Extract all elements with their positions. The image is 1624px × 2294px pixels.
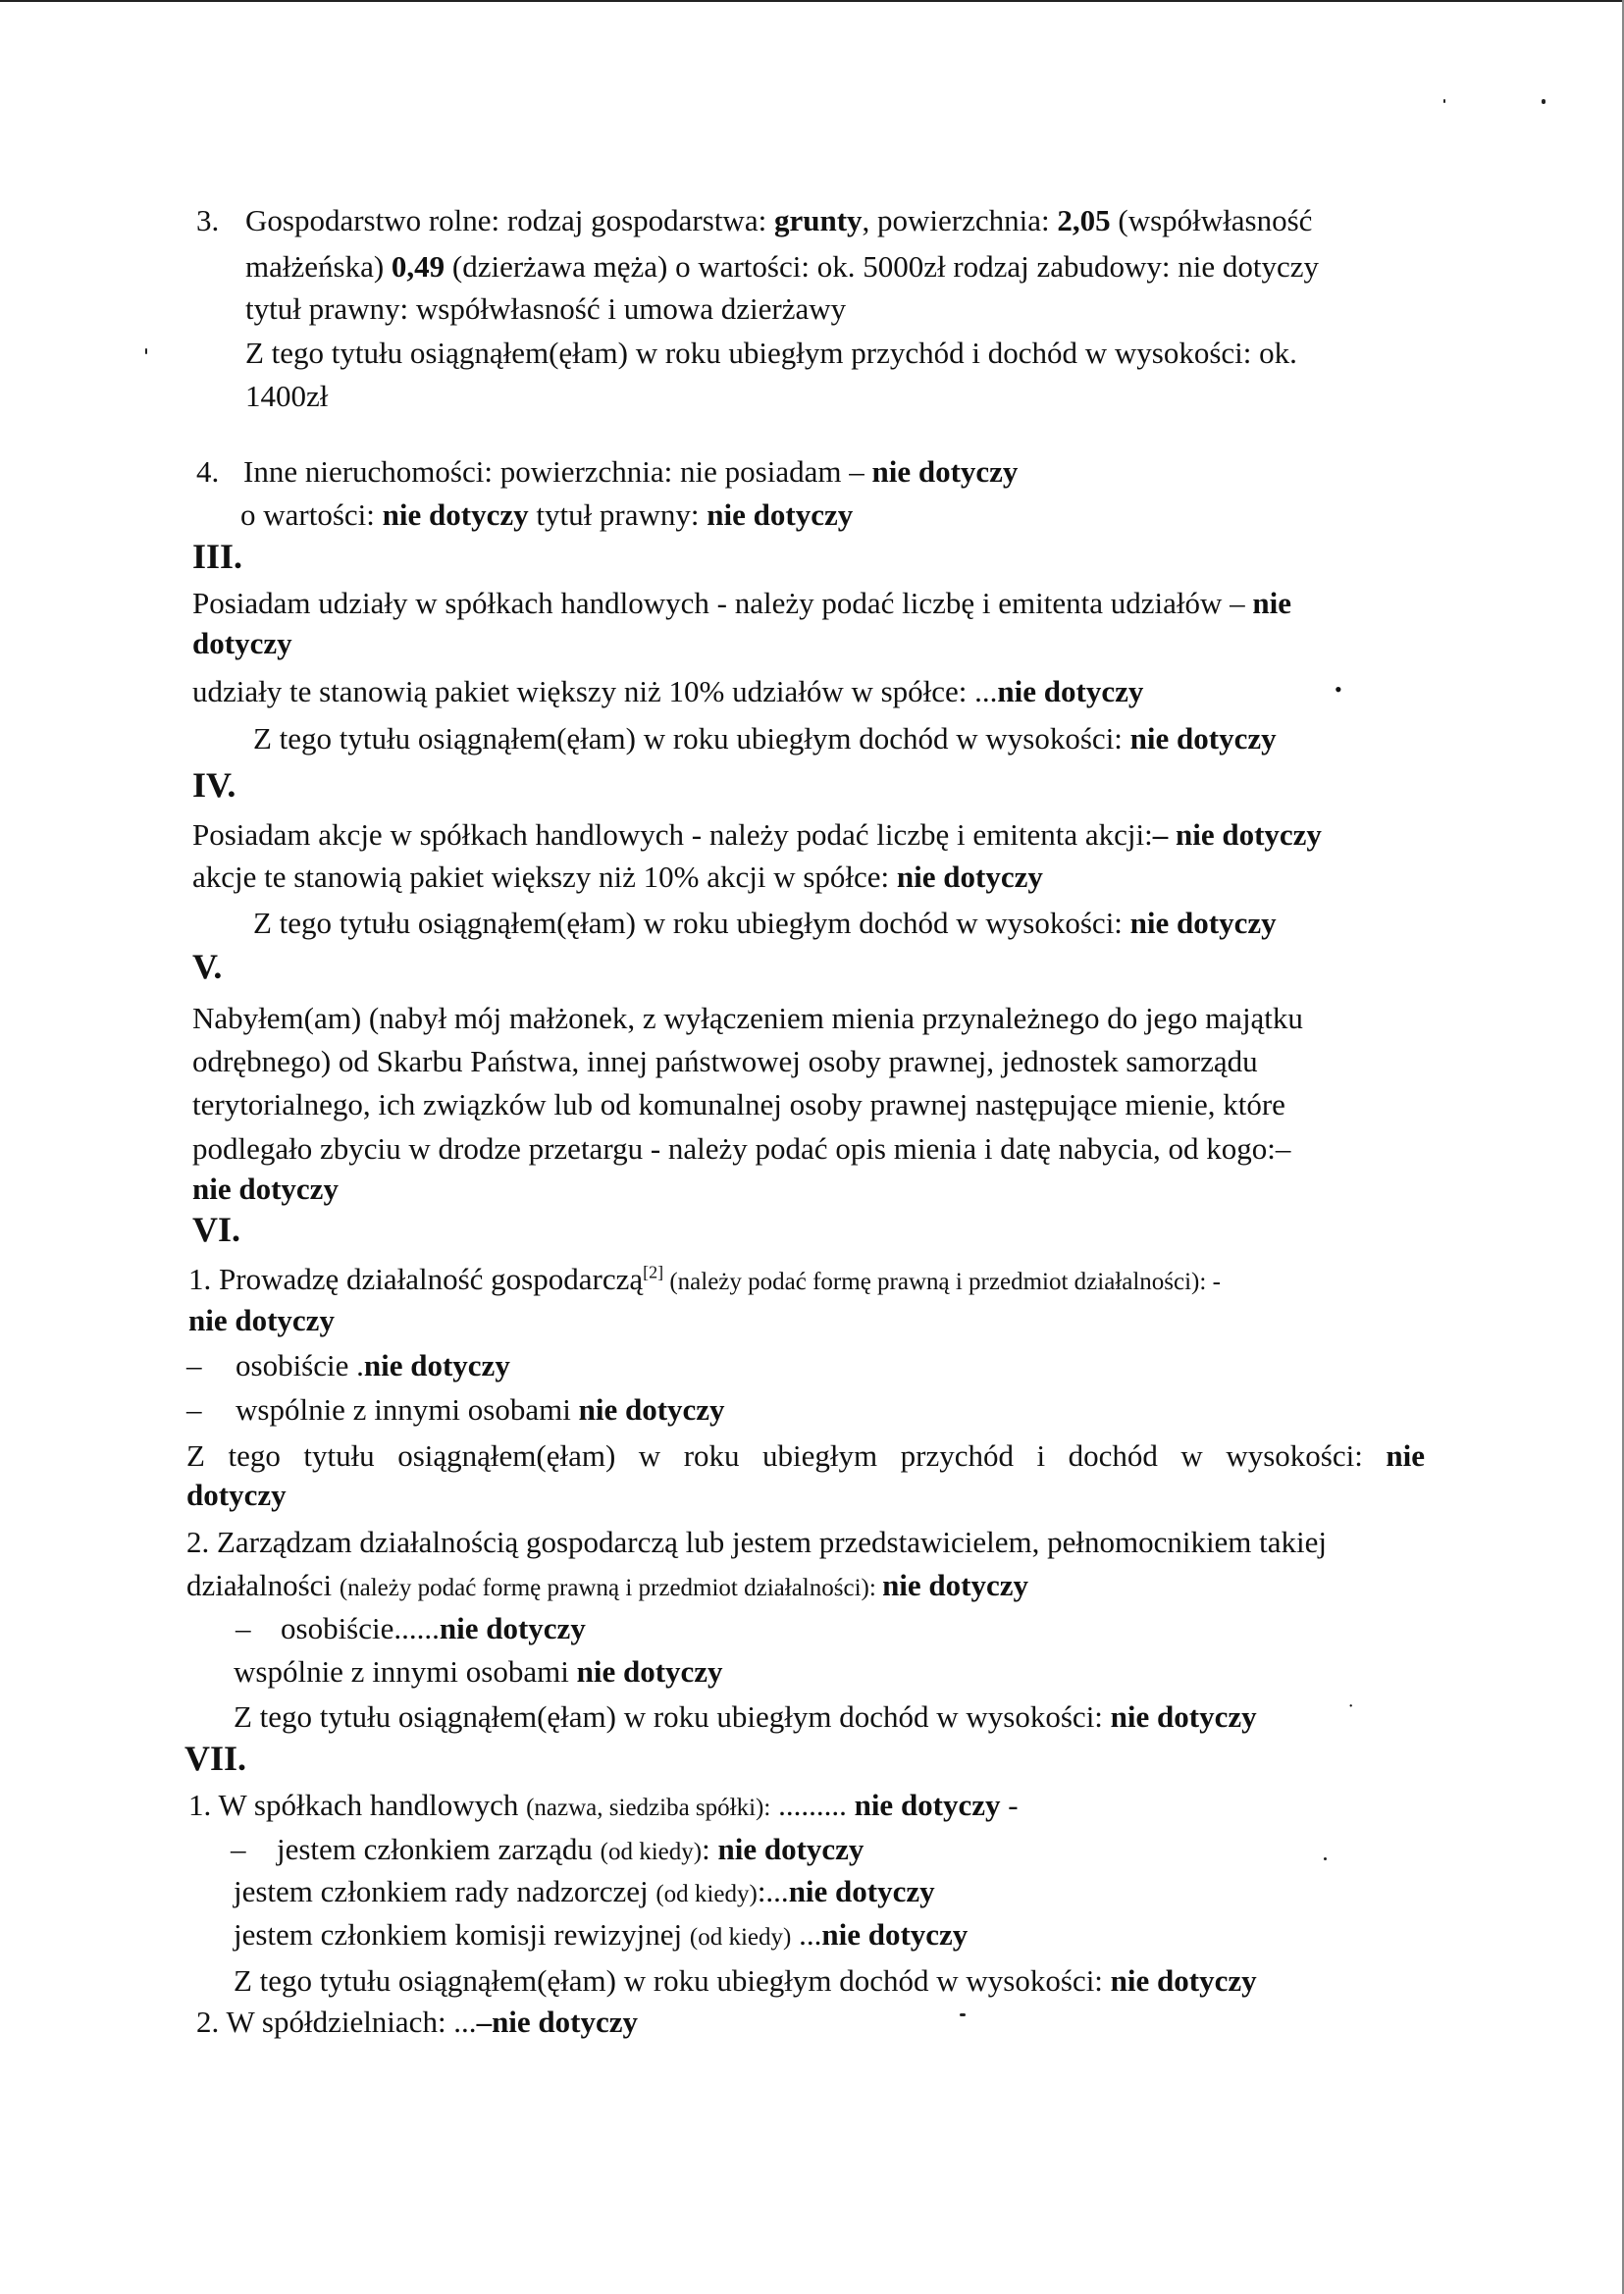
section-7-line-4: jestem członkiem komisji rewizyjnej (od kiedy) ...nie dotyczy <box>234 1917 969 1952</box>
item3-line-3: tytuł prawny: współwłasność i umowa dzierżawy <box>245 291 847 326</box>
section-4-heading: IV. <box>192 765 236 805</box>
item3-line-4: Z tego tytułu osiągnąłem(ęłam) w roku ubiegłym przychód i dochód w wysokości: ok. <box>245 336 1297 370</box>
section-3-line-4: Z tego tytułu osiągnąłem(ęłam) w roku ubiegłym dochód w wysokości: nie dotyczy <box>253 721 1277 756</box>
section-6-line-11: Z tego tytułu osiągnąłem(ęłam) w roku ubiegłym dochód w wysokości: nie dotyczy <box>234 1699 1257 1734</box>
item3-line-2: małżeńska) 0,49 (dzierżawa męża) o wartości: ok. 5000zł rodzaj zabudowy: nie dotyczy <box>245 249 1320 284</box>
section-6-line-9: osobiście......nie dotyczy <box>281 1611 586 1645</box>
section-5-heading: V. <box>192 947 223 986</box>
scan-speck <box>1443 99 1445 103</box>
item3-line-1: Gospodarstwo rolne: rodzaj gospodarstwa: grunty, powierzchnia: 2,05 (współwłasność <box>245 203 1313 237</box>
section-5-line-5: nie dotyczy <box>192 1172 339 1206</box>
item4-line-2: o wartości: nie dotyczy tytuł prawny: nie dotyczy <box>240 497 854 532</box>
section-7-line-1: 1. W spółkach handlowych (nazwa, siedziba spółki): ......... nie dotyczy - <box>188 1788 1019 1822</box>
section-5-line-2: odrębnego) od Skarbu Państwa, innej państwowej osoby prawnej, jednostek samorządu <box>192 1044 1258 1078</box>
section-3-line-1: Posiadam udziały w spółkach handlowych - należy podać liczbę i emitenta udziałów – nie <box>192 586 1291 620</box>
scan-speck <box>1542 99 1545 104</box>
section-3-line-2: dotyczy <box>192 626 292 660</box>
section-6-line-7: 2. Zarządzam działalnością gospodarczą lub jestem przedstawicielem, pełnomocnikiem takiej <box>186 1525 1328 1559</box>
section-6-heading: VI. <box>192 1210 241 1249</box>
section-6-dash-3: – <box>236 1611 251 1645</box>
item3-number: 3. <box>196 203 220 237</box>
scan-top-border <box>0 0 1624 2</box>
scan-speck <box>145 348 147 354</box>
section-6-dash-1: – <box>186 1348 202 1382</box>
section-7-line-3: jestem członkiem rady nadzorczej (od kiedy):...nie dotyczy <box>234 1874 935 1908</box>
scan-mark: ˙ <box>1347 1699 1355 1724</box>
section-4-line-3: Z tego tytułu osiągnąłem(ęłam) w roku ubiegłym dochód w wysokości: nie dotyczy <box>253 906 1277 940</box>
section-6-line-5: Z tego tytułu osiągnąłem(ęłam) w roku ubiegłym przychód i dochód w wysokości: nie <box>186 1438 1425 1473</box>
section-6-line-8: działalności (należy podać formę prawną i przedmiot działalności): nie dotyczy <box>186 1568 1029 1602</box>
item3-line-5: 1400zł <box>245 379 329 413</box>
section-5-line-4: podlegało zbyciu w drodze przetargu - należy podać opis mienia i datę nabycia, od kogo:– <box>192 1131 1291 1166</box>
item4-line-1: Inne nieruchomości: powierzchnia: nie posiadam – nie dotyczy <box>243 454 1019 489</box>
section-6-line-6: dotyczy <box>186 1478 287 1512</box>
section-7-line-6: 2. W spółdzielniach: ...–nie dotyczy <box>196 2005 639 2039</box>
section-3-line-3: udziały te stanowią pakiet większy niż 10% udziałów w spółce: ...nie dotyczy <box>192 674 1144 708</box>
section-6-dash-2: – <box>186 1392 202 1427</box>
section-7-dash-1: – <box>231 1832 246 1866</box>
section-6-line-10: wspólnie z innymi osobami nie dotyczy <box>234 1654 723 1689</box>
section-7-heading: VII. <box>184 1739 247 1778</box>
section-5-line-3: terytorialnego, ich związków lub od komunalnej osoby prawnej następujące mienie, które <box>192 1087 1285 1121</box>
section-6-line-4: wspólnie z innymi osobami nie dotyczy <box>236 1392 725 1427</box>
section-4-line-1: Posiadam akcje w spółkach handlowych - należy podać liczbę i emitenta akcji:– nie dotyczy <box>192 817 1322 852</box>
section-5-line-1: Nabyłem(am) (nabył mój małżonek, z wyłączeniem mienia przynależnego do jego majątku <box>192 1001 1303 1035</box>
section-7-line-2: jestem członkiem zarządu (od kiedy): nie dotyczy <box>277 1832 864 1866</box>
section-6-line-1: 1. Prowadzę działalność gospodarczą[2] (należy podać formę prawną i przedmiot działalności): - <box>188 1262 1221 1296</box>
section-4-line-2: akcje te stanowią pakiet większy niż 10% akcji w spółce: nie dotyczy <box>192 860 1043 894</box>
section-7-line-5: Z tego tytułu osiągnąłem(ęłam) w roku ubiegłym dochód w wysokości: nie dotyczy <box>234 1963 1257 1998</box>
section-3-heading: III. <box>192 537 243 576</box>
scan-speck <box>1324 1857 1327 1860</box>
scan-speck <box>960 2013 966 2016</box>
section-6-line-2: nie dotyczy <box>188 1303 335 1337</box>
section-6-line-3: osobiście .nie dotyczy <box>236 1348 510 1382</box>
item4-number: 4. <box>196 454 220 489</box>
scan-mark: • <box>1335 677 1342 702</box>
